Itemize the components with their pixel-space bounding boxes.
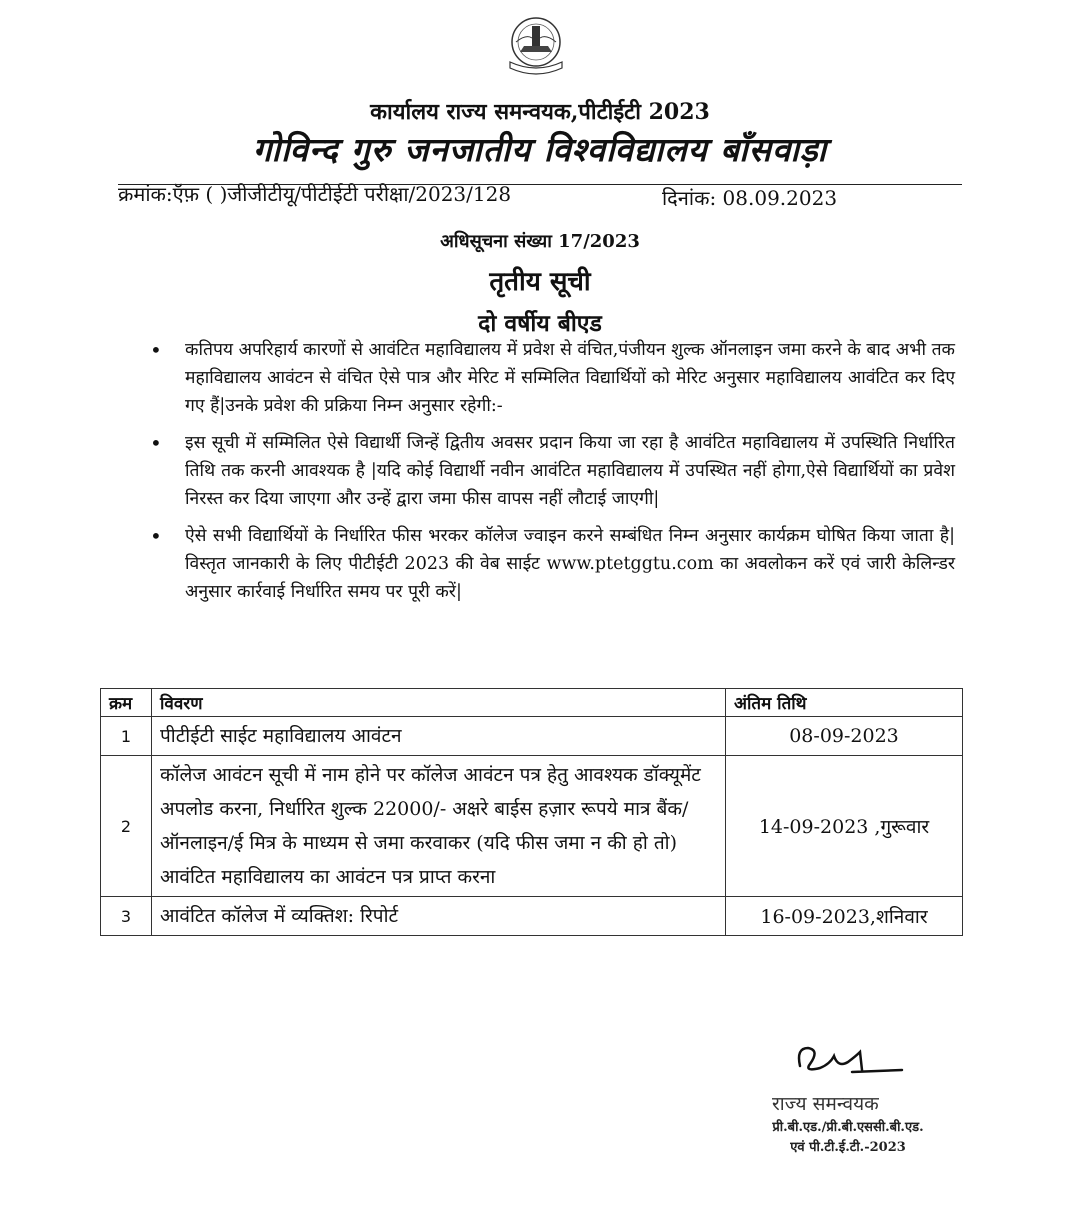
row-date: 14-09-2023 ,गुरूवार (726, 756, 963, 897)
row-sn: 2 (101, 756, 152, 897)
signatory-title: राज्य समन्वयक (772, 1093, 879, 1115)
row-date: 16-09-2023,शनिवार (726, 897, 963, 936)
table-row (101, 897, 963, 936)
stamp-line: एवं पी.टी.ई.टी.-2023 (790, 1140, 906, 1155)
instruction-item: • कतिपय अपरिहार्य कारणों से आवंटित महाविद्यालय में प्रवेश से वंचित,पंजीयन शुल्क ऑनलाइन जमा करने के बाद अभी तक महाविद्यालय आवंटन से वंचित ऐसे पात्र और मेरिट में सम्मिलित विद्यार्थियों को मेरिट अनुसार महाविद्यालय आवंटित कर दिए गए हैं|उनके प्रवेश की प्रक्रिया निम्न अनुसार रहेगी:- (150, 336, 955, 420)
header-divider (118, 184, 962, 185)
reference-number: क्रमांक:ऍफ़ ( )जीजीटीयू/पीटीईटी परीक्षा/2023/128 (118, 182, 512, 206)
office-title: कार्यालय राज्य समन्वयक,पीटीईटी 2023 (370, 99, 710, 125)
row-sn: 1 (101, 717, 152, 756)
course-title: दो वर्षीय बीएड (478, 310, 602, 337)
schedule-table (100, 688, 963, 936)
row-sn: 3 (101, 897, 152, 936)
signature-icon (790, 1038, 910, 1078)
notice-number: अधिसूचना संख्या 17/2023 (440, 231, 640, 252)
stamp-line: प्री.बी.एड./प्री.बी.एससी.बी.एड. (772, 1120, 924, 1135)
row-date: 08-09-2023 (726, 717, 963, 756)
official-stamp (738, 1118, 958, 1158)
row-description: कॉलेज आवंटन सूची में नाम होने पर कॉलेज आवंटन पत्र हेतु आवश्यक डॉक्यूमेंट अपलोड करना, निर्धारित शुल्क 22000/- अक्षरे बाईस हज़ार रूपये मात्र बैंक/ऑनलाइन/ई मित्र के माध्यम से जमा करवाकर (यदि फीस जमा न की हो तो) आवंटित महाविद्यालय का आवंटन पत्र प्राप्त करना (152, 756, 726, 897)
column-header-description: विवरण (152, 689, 726, 717)
university-name: गोविन्द गुरु जनजातीय विश्वविद्यालय बाँसवाड़ा (252, 130, 828, 169)
notice-date: दिनांक: 08.09.2023 (662, 186, 838, 210)
instruction-item: • इस सूची में सम्मिलित ऐसे विद्यार्थी जिन्हें द्वितीय अवसर प्रदान किया जा रहा है आवंटित महाविद्यालय में उपस्थिति निर्धारित तिथि तक करनी आवश्यक है |यदि कोई विद्यार्थी नवीन आवंटित महाविद्यालय में उपस्थित नहीं होगा,ऐसे विद्यार्थियों का प्रवेश निरस्त कर दिया जाएगा और उन्हें द्वारा जमा फीस वापस नहीं लौटाई जाएगी| (150, 429, 955, 513)
instruction-item: • ऐसे सभी विद्यार्थियों के निर्धारित फीस भरकर कॉलेज ज्वाइन करने सम्बंधित निम्न अनुसार कार्यक्रम घोषित किया जाता है|विस्तृत जानकारी के लिए पीटीईटी 2023 की वेब साईट www.ptetggtu.com का अवलोकन करें एवं जारी केलिन्डर अनुसार कार्रवाई निर्धारित समय पर पूरी करें| (150, 522, 955, 606)
list-title: तृतीय सूची (489, 267, 591, 297)
row-description: आवंटित कॉलेज में व्यक्तिश: रिपोर्ट (152, 897, 726, 936)
table-header-row (101, 689, 963, 717)
table-row (101, 717, 963, 756)
column-header-last-date: अंतिम तिथि (726, 689, 963, 717)
instruction-list (150, 336, 955, 615)
university-emblem-icon (486, 12, 586, 82)
row-description: पीटीईटी साईट महाविद्यालय आवंटन (152, 717, 726, 756)
column-header-sn: क्रम (101, 689, 152, 717)
table-row (101, 756, 963, 897)
